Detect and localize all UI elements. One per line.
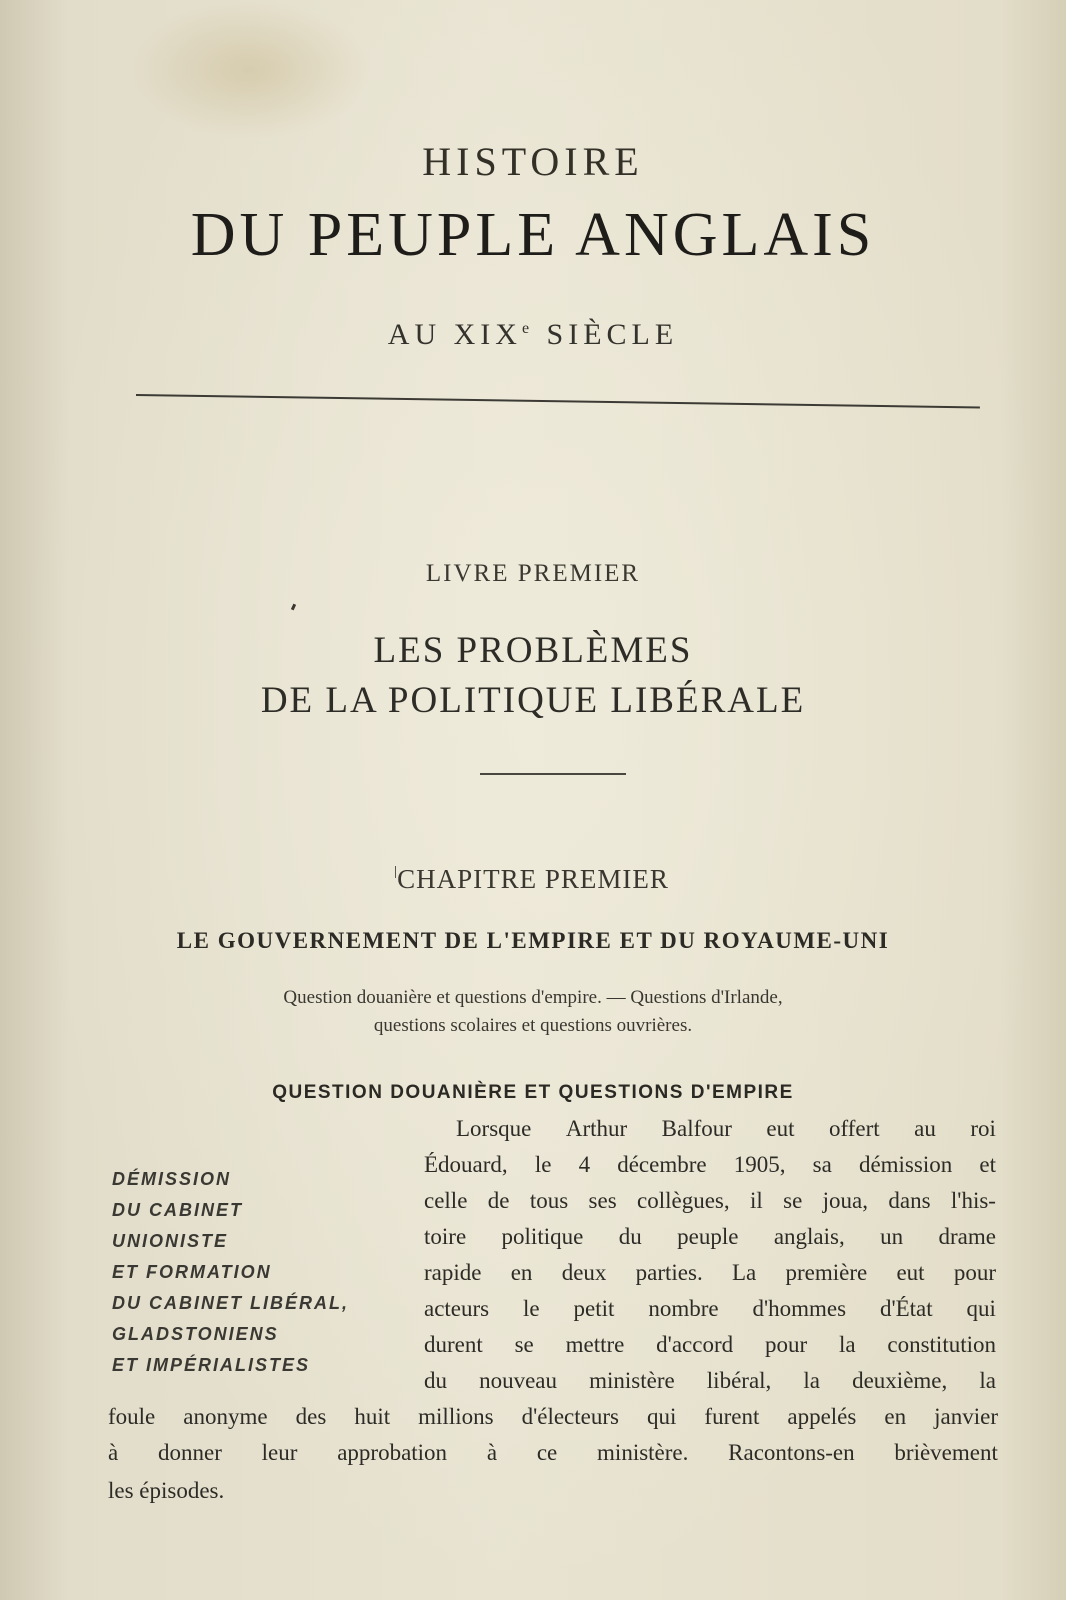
paragraph-line: acteurs le petit nombre d'hommes d'État qui — [424, 1296, 996, 1321]
margin-note-line: GLADSTONIENS — [112, 1324, 279, 1344]
book-divider — [480, 773, 626, 775]
margin-note-line: DU CABINET LIBÉRAL, — [112, 1293, 349, 1313]
title-divider — [136, 394, 980, 409]
subtitle-superscript: e — [521, 320, 535, 337]
chapter-summary — [0, 984, 1066, 1040]
book-title-line-2: DE LA POLITIQUE LIBÉRALE — [260, 680, 806, 721]
ink-mark — [291, 604, 296, 611]
paragraph-line: durent se mettre d'accord pour la constitution — [424, 1332, 996, 1357]
margin-note-line: ET FORMATION — [112, 1262, 272, 1282]
paragraph-line: toire politique du peuple anglais, un drame — [424, 1224, 996, 1249]
paragraph-line: foule anonyme des huit millions d'électeurs qui furent appelés en janvier — [108, 1404, 998, 1429]
margin-note — [112, 1164, 412, 1381]
margin-note-line: ET IMPÉRIALISTES — [112, 1355, 311, 1375]
margin-note-line: DÉMISSION — [112, 1169, 232, 1189]
paragraph-line: les épisodes. — [108, 1478, 225, 1503]
margin-note-line: UNIONISTE — [112, 1231, 229, 1251]
chapter-summary-line-1: Question douanière et questions d'empire. — Questions d'Irlande, — [283, 987, 783, 1008]
margin-note-line: DU CABINET — [112, 1200, 243, 1220]
book-label: LIVRE PREMIER — [425, 560, 641, 587]
subtitle-prefix: AU XIX — [387, 318, 522, 351]
paragraph-line: Lorsque Arthur Balfour eut offert au roi — [456, 1116, 996, 1141]
book-title-line-1: LES PROBLÈMES — [373, 630, 693, 671]
chapter-title: LE GOUVERNEMENT DE L'EMPIRE ET DU ROYAUME-UNI — [176, 928, 890, 953]
work-title-kicker: HISTOIRE — [422, 139, 644, 184]
subtitle-suffix: SIÈCLE — [534, 318, 679, 351]
section-heading: QUESTION DOUANIÈRE ET QUESTIONS D'EMPIRE — [272, 1082, 794, 1103]
work-title: DU PEUPLE ANGLAIS — [190, 201, 876, 269]
paragraph-line: à donner leur approbation à ce ministère. Racontons-en brièvement — [108, 1440, 998, 1465]
paragraph-line: celle de tous ses collègues, il se joua, dans l'his- — [424, 1188, 996, 1213]
chapter-label: CHAPITRE PREMIER — [397, 864, 669, 894]
book-title — [0, 626, 1066, 726]
paragraph-line: rapide en deux parties. La première eut pour — [424, 1260, 996, 1285]
chapter-summary-line-2: questions scolaires et questions ouvrières. — [373, 1015, 693, 1036]
work-subtitle — [0, 318, 1066, 352]
paragraph-line: du nouveau ministère libéral, la deuxième, la — [424, 1368, 996, 1393]
paragraph-line: Édouard, le 4 décembre 1905, sa démission et — [424, 1152, 996, 1177]
